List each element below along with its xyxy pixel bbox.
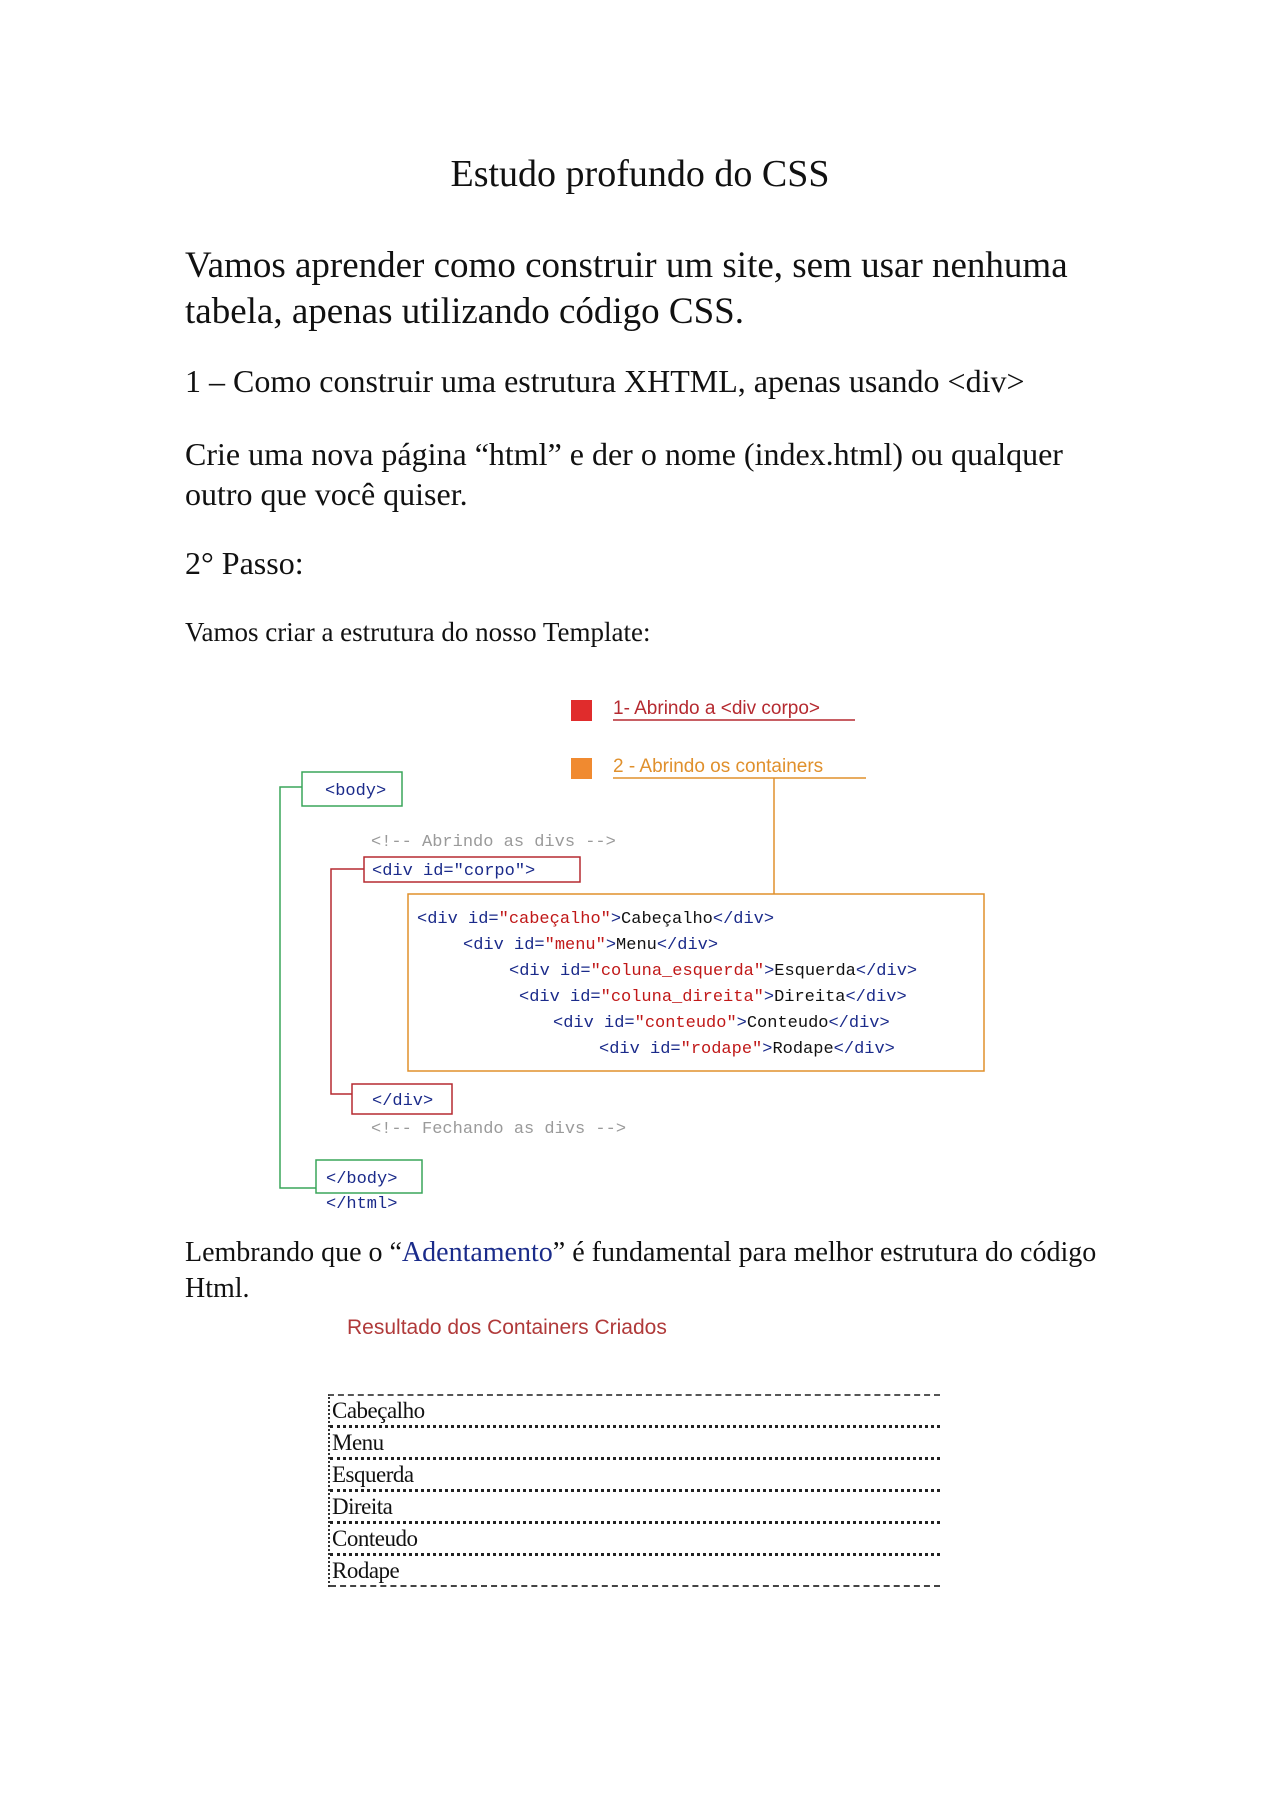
div-close-tag: </div> — [372, 1092, 434, 1111]
create-page-paragraph: Crie uma nova página “html” e der o nome (index.html) ou qualquer outro que você quiser. — [185, 436, 1063, 512]
container-line-coluna_esquerda: <div id="coluna_esquerda">Esquerda</div> — [509, 962, 918, 981]
corpo-bracket — [331, 869, 364, 1094]
adentamento-link[interactable]: Adentamento — [401, 1237, 553, 1268]
body-close-tag: </body> — [326, 1170, 398, 1189]
body-bracket — [280, 787, 316, 1188]
result-row-conteudo: Conteudo — [330, 1524, 940, 1556]
legend-swatch-corpo — [571, 700, 592, 721]
step-1-heading: 1 – Como construir uma estrutura XHTML, apenas usando <div> — [185, 363, 1025, 399]
result-row-rodape: Rodape — [330, 1556, 940, 1587]
container-line-conteudo: <div id="conteudo">Conteudo</div> — [553, 1014, 890, 1033]
step-2-heading: 2° Passo: — [185, 545, 304, 581]
template-lead-text: Vamos criar a estrutura do nosso Template: — [185, 617, 651, 647]
legend-swatch-containers — [571, 758, 592, 779]
div-corpo-tag: <div id="corpo"> — [372, 862, 536, 881]
reminder-paragraph — [185, 1235, 1105, 1307]
reminder-text-before: Lembrando que o “ — [185, 1237, 402, 1268]
legend-label-corpo: 1- Abrindo a <div corpo> — [613, 698, 821, 719]
container-line-rodape: <div id="rodape">Rodape</div> — [599, 1040, 895, 1059]
container-line-menu: <div id="menu">Menu</div> — [463, 936, 719, 955]
result-label: Resultado dos Containers Criados — [347, 1316, 667, 1339]
reminder-text-after: ” é fundamental para melhor estrutura do código Html. — [185, 1237, 1097, 1304]
comment-open: <!-- Abrindo as divs --> — [371, 833, 616, 852]
page-title: Estudo profundo do CSS — [450, 153, 830, 195]
comment-close: <!-- Fechando as divs --> — [371, 1120, 627, 1139]
body-open-tag: <body> — [325, 782, 387, 801]
result-row-menu: Menu — [330, 1428, 940, 1460]
container-line-coluna_direita: <div id="coluna_direita">Direita</div> — [519, 988, 907, 1007]
result-row-esquerda: Esquerda — [330, 1460, 940, 1492]
result-row-cabecalho: Cabeçalho — [330, 1396, 940, 1428]
container-line-cabeçalho: <div id="cabeçalho">Cabeçalho</div> — [417, 910, 775, 929]
legend-label-containers: 2 - Abrindo os containers — [613, 756, 824, 777]
result-row-direita: Direita — [330, 1492, 940, 1524]
result-containers — [328, 1394, 940, 1587]
html-close-tag: </html> — [326, 1195, 398, 1214]
intro-paragraph: Vamos aprender como construir um site, sem usar nenhuma tabela, apenas utilizando código CSS. — [185, 245, 1068, 332]
